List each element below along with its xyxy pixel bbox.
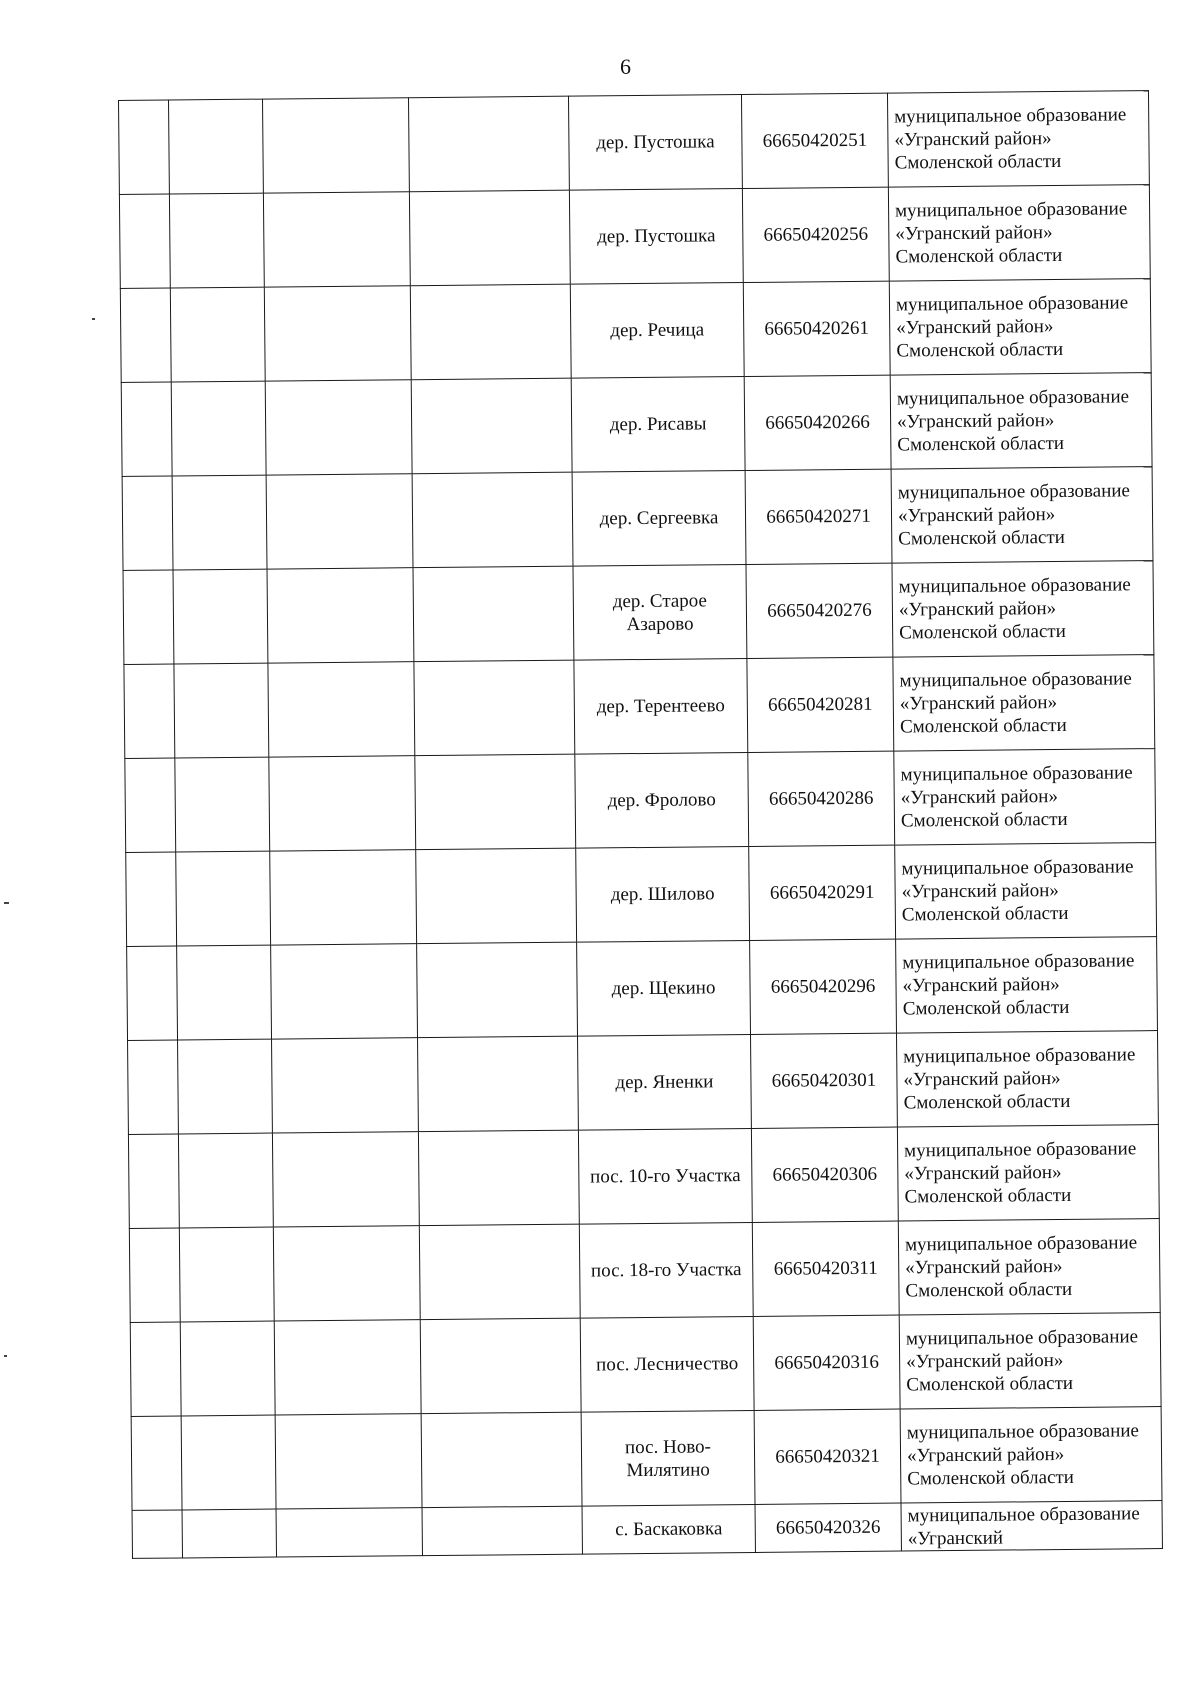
oktmo-code-cell: 66650420321 <box>754 1409 901 1504</box>
table-row <box>123 561 1154 665</box>
table-row <box>119 185 1150 289</box>
empty-cell <box>263 192 410 287</box>
empty-cell <box>126 852 177 946</box>
oktmo-code-cell: 66650420311 <box>752 1221 899 1316</box>
oktmo-code-cell: 66650420291 <box>749 845 896 940</box>
empty-cell <box>275 1414 422 1509</box>
scan-dot <box>4 902 9 904</box>
municipality-cell: муниципальное образование «Угранский район» Смоленской области <box>888 185 1150 282</box>
municipality-cell: муниципальное образование «Угранский район» Смоленской области <box>889 279 1151 376</box>
table-row <box>125 749 1156 853</box>
table-row <box>128 1125 1159 1229</box>
oktmo-code-cell: 66650420276 <box>746 563 893 658</box>
empty-cell <box>128 1134 179 1228</box>
empty-cell <box>182 1509 276 1558</box>
empty-cell <box>270 850 417 945</box>
municipality-cell: муниципальное образование «Угранский район» Смоленской области <box>891 467 1153 564</box>
table-row <box>132 1501 1162 1559</box>
empty-cell <box>420 1318 581 1414</box>
settlement-name-cell: дер. Старое Азарово <box>573 564 747 660</box>
empty-cell <box>419 1224 580 1320</box>
municipality-cell: муниципальное образование «Угранский район» Смоленской области <box>897 1125 1159 1222</box>
empty-cell <box>120 288 171 382</box>
municipality-cell: муниципальное образование «Угранский район» Смоленской области <box>900 1407 1162 1504</box>
settlement-name-cell: пос. 18-го Участка <box>579 1222 753 1318</box>
settlement-name-cell: дер. Шилово <box>576 846 750 942</box>
settlement-name-cell: пос. 10-го Участка <box>578 1128 752 1224</box>
empty-cell <box>421 1412 582 1508</box>
empty-cell <box>122 476 173 570</box>
empty-cell <box>267 568 414 663</box>
table-row <box>128 1031 1159 1135</box>
settlement-name-cell: дер. Пустошка <box>569 189 743 285</box>
table-body <box>119 91 1163 1559</box>
empty-cell <box>174 663 269 758</box>
table-row <box>124 655 1155 759</box>
empty-cell <box>272 1132 419 1227</box>
municipality-cell: муниципальное образование «Угранский район» Смоленской области <box>896 937 1158 1034</box>
empty-cell <box>127 946 178 1040</box>
empty-cell <box>179 1227 274 1322</box>
empty-cell <box>266 474 413 569</box>
empty-cell <box>414 660 575 756</box>
oktmo-code-cell: 66650420301 <box>750 1033 897 1128</box>
table-row <box>129 1219 1160 1323</box>
table-row <box>122 467 1153 571</box>
empty-cell <box>273 1226 420 1321</box>
municipality-cell: муниципальное образование «Угранский район» Смоленской области <box>899 1313 1161 1410</box>
settlement-name-cell: дер. Яненки <box>578 1034 752 1130</box>
table-row <box>127 937 1158 1041</box>
empty-cell <box>262 98 409 193</box>
municipality-cell: муниципальное образование «Угранский район» Смоленской области <box>898 1219 1160 1316</box>
municipality-cell: муниципальное образование «Угранский район» Смоленской области <box>895 843 1157 940</box>
empty-cell <box>176 851 271 946</box>
municipality-cell: муниципальное образование «Угранский район» Смоленской области <box>892 561 1154 658</box>
empty-cell <box>276 1508 422 1557</box>
scan-dot <box>4 1355 7 1357</box>
settlement-name-cell: дер. Щекино <box>577 940 751 1036</box>
empty-cell <box>415 754 576 850</box>
page-number: 6 <box>620 54 631 79</box>
table-row <box>126 843 1157 947</box>
empty-cell <box>416 848 577 944</box>
empty-cell <box>132 1510 182 1558</box>
empty-cell <box>170 287 265 382</box>
settlement-name-cell: пос. Лесничество <box>580 1316 754 1412</box>
settlement-name-cell: пос. Ново-Милятино <box>581 1410 755 1506</box>
empty-cell <box>417 942 578 1038</box>
empty-cell <box>181 1415 276 1510</box>
empty-cell <box>175 757 270 852</box>
table-row <box>130 1313 1161 1417</box>
empty-cell <box>119 194 170 288</box>
empty-cell <box>169 99 264 194</box>
empty-cell <box>124 664 175 758</box>
empty-cell <box>130 1322 181 1416</box>
scan-dot <box>92 318 95 320</box>
settlements-table <box>118 90 1163 1559</box>
municipality-cell: муниципальное образование «Угранский район» Смоленской области <box>887 91 1149 188</box>
oktmo-code-cell: 66650420281 <box>747 657 894 752</box>
empty-cell <box>180 1321 275 1416</box>
municipality-cell: муниципальное образование «Угранский район» Смоленской области <box>893 655 1155 752</box>
empty-cell <box>413 566 574 662</box>
oktmo-code-cell: 66650420306 <box>751 1127 898 1222</box>
empty-cell <box>172 475 267 570</box>
empty-cell <box>408 96 569 192</box>
oktmo-code-cell: 66650420256 <box>742 187 889 282</box>
oktmo-code-cell: 66650420296 <box>750 939 897 1034</box>
empty-cell <box>123 570 174 664</box>
empty-cell <box>169 193 264 288</box>
empty-cell <box>269 756 416 851</box>
oktmo-code-cell: 66650420326 <box>755 1503 901 1552</box>
empty-cell <box>125 758 176 852</box>
empty-cell <box>171 381 266 476</box>
settlement-name-cell: дер. Речица <box>570 283 744 379</box>
table-row <box>121 373 1152 477</box>
settlement-name-cell: дер. Сергеевка <box>572 470 746 566</box>
oktmo-code-cell: 66650420251 <box>741 93 888 188</box>
empty-cell <box>131 1416 182 1510</box>
oktmo-code-cell: 66650420286 <box>748 751 895 846</box>
settlement-name-cell: дер. Пустошка <box>568 95 742 191</box>
oktmo-code-cell: 66650420271 <box>745 469 892 564</box>
empty-cell <box>121 382 172 476</box>
municipality-cell: муниципальное образование «Угранский район» Смоленской области <box>896 1031 1158 1128</box>
empty-cell <box>129 1228 180 1322</box>
empty-cell <box>177 945 272 1040</box>
empty-cell <box>272 1038 419 1133</box>
empty-cell <box>409 190 570 286</box>
empty-cell <box>128 1040 179 1134</box>
empty-cell <box>268 662 415 757</box>
empty-cell <box>418 1036 579 1132</box>
municipality-cell: муниципальное образование «Угранский район» Смоленской области <box>894 749 1156 846</box>
municipality-cell: муниципальное образование «Угранский <box>901 1501 1162 1552</box>
settlement-name-cell: с. Баскаковка <box>582 1504 755 1554</box>
settlement-name-cell: дер. Терентеево <box>574 658 748 754</box>
table-row <box>119 91 1150 195</box>
settlement-name-cell: дер. Фролово <box>575 752 749 848</box>
table-row <box>120 279 1151 383</box>
empty-cell <box>173 569 268 664</box>
empty-cell <box>264 286 411 381</box>
empty-cell <box>412 472 573 568</box>
oktmo-code-cell: 66650420261 <box>743 281 890 376</box>
empty-cell <box>265 380 412 475</box>
empty-cell <box>411 378 572 474</box>
municipality-cell: муниципальное образование «Угранский район» Смоленской области <box>890 373 1152 470</box>
empty-cell <box>271 944 418 1039</box>
table-row <box>131 1407 1162 1511</box>
oktmo-code-cell: 66650420266 <box>744 375 891 470</box>
empty-cell <box>119 100 170 194</box>
empty-cell <box>178 1039 273 1134</box>
empty-cell <box>274 1320 421 1415</box>
settlement-name-cell: дер. Рисавы <box>571 377 745 473</box>
oktmo-code-cell: 66650420316 <box>753 1315 900 1410</box>
empty-cell <box>410 284 571 380</box>
empty-cell <box>422 1506 582 1556</box>
empty-cell <box>418 1130 579 1226</box>
empty-cell <box>178 1133 273 1228</box>
